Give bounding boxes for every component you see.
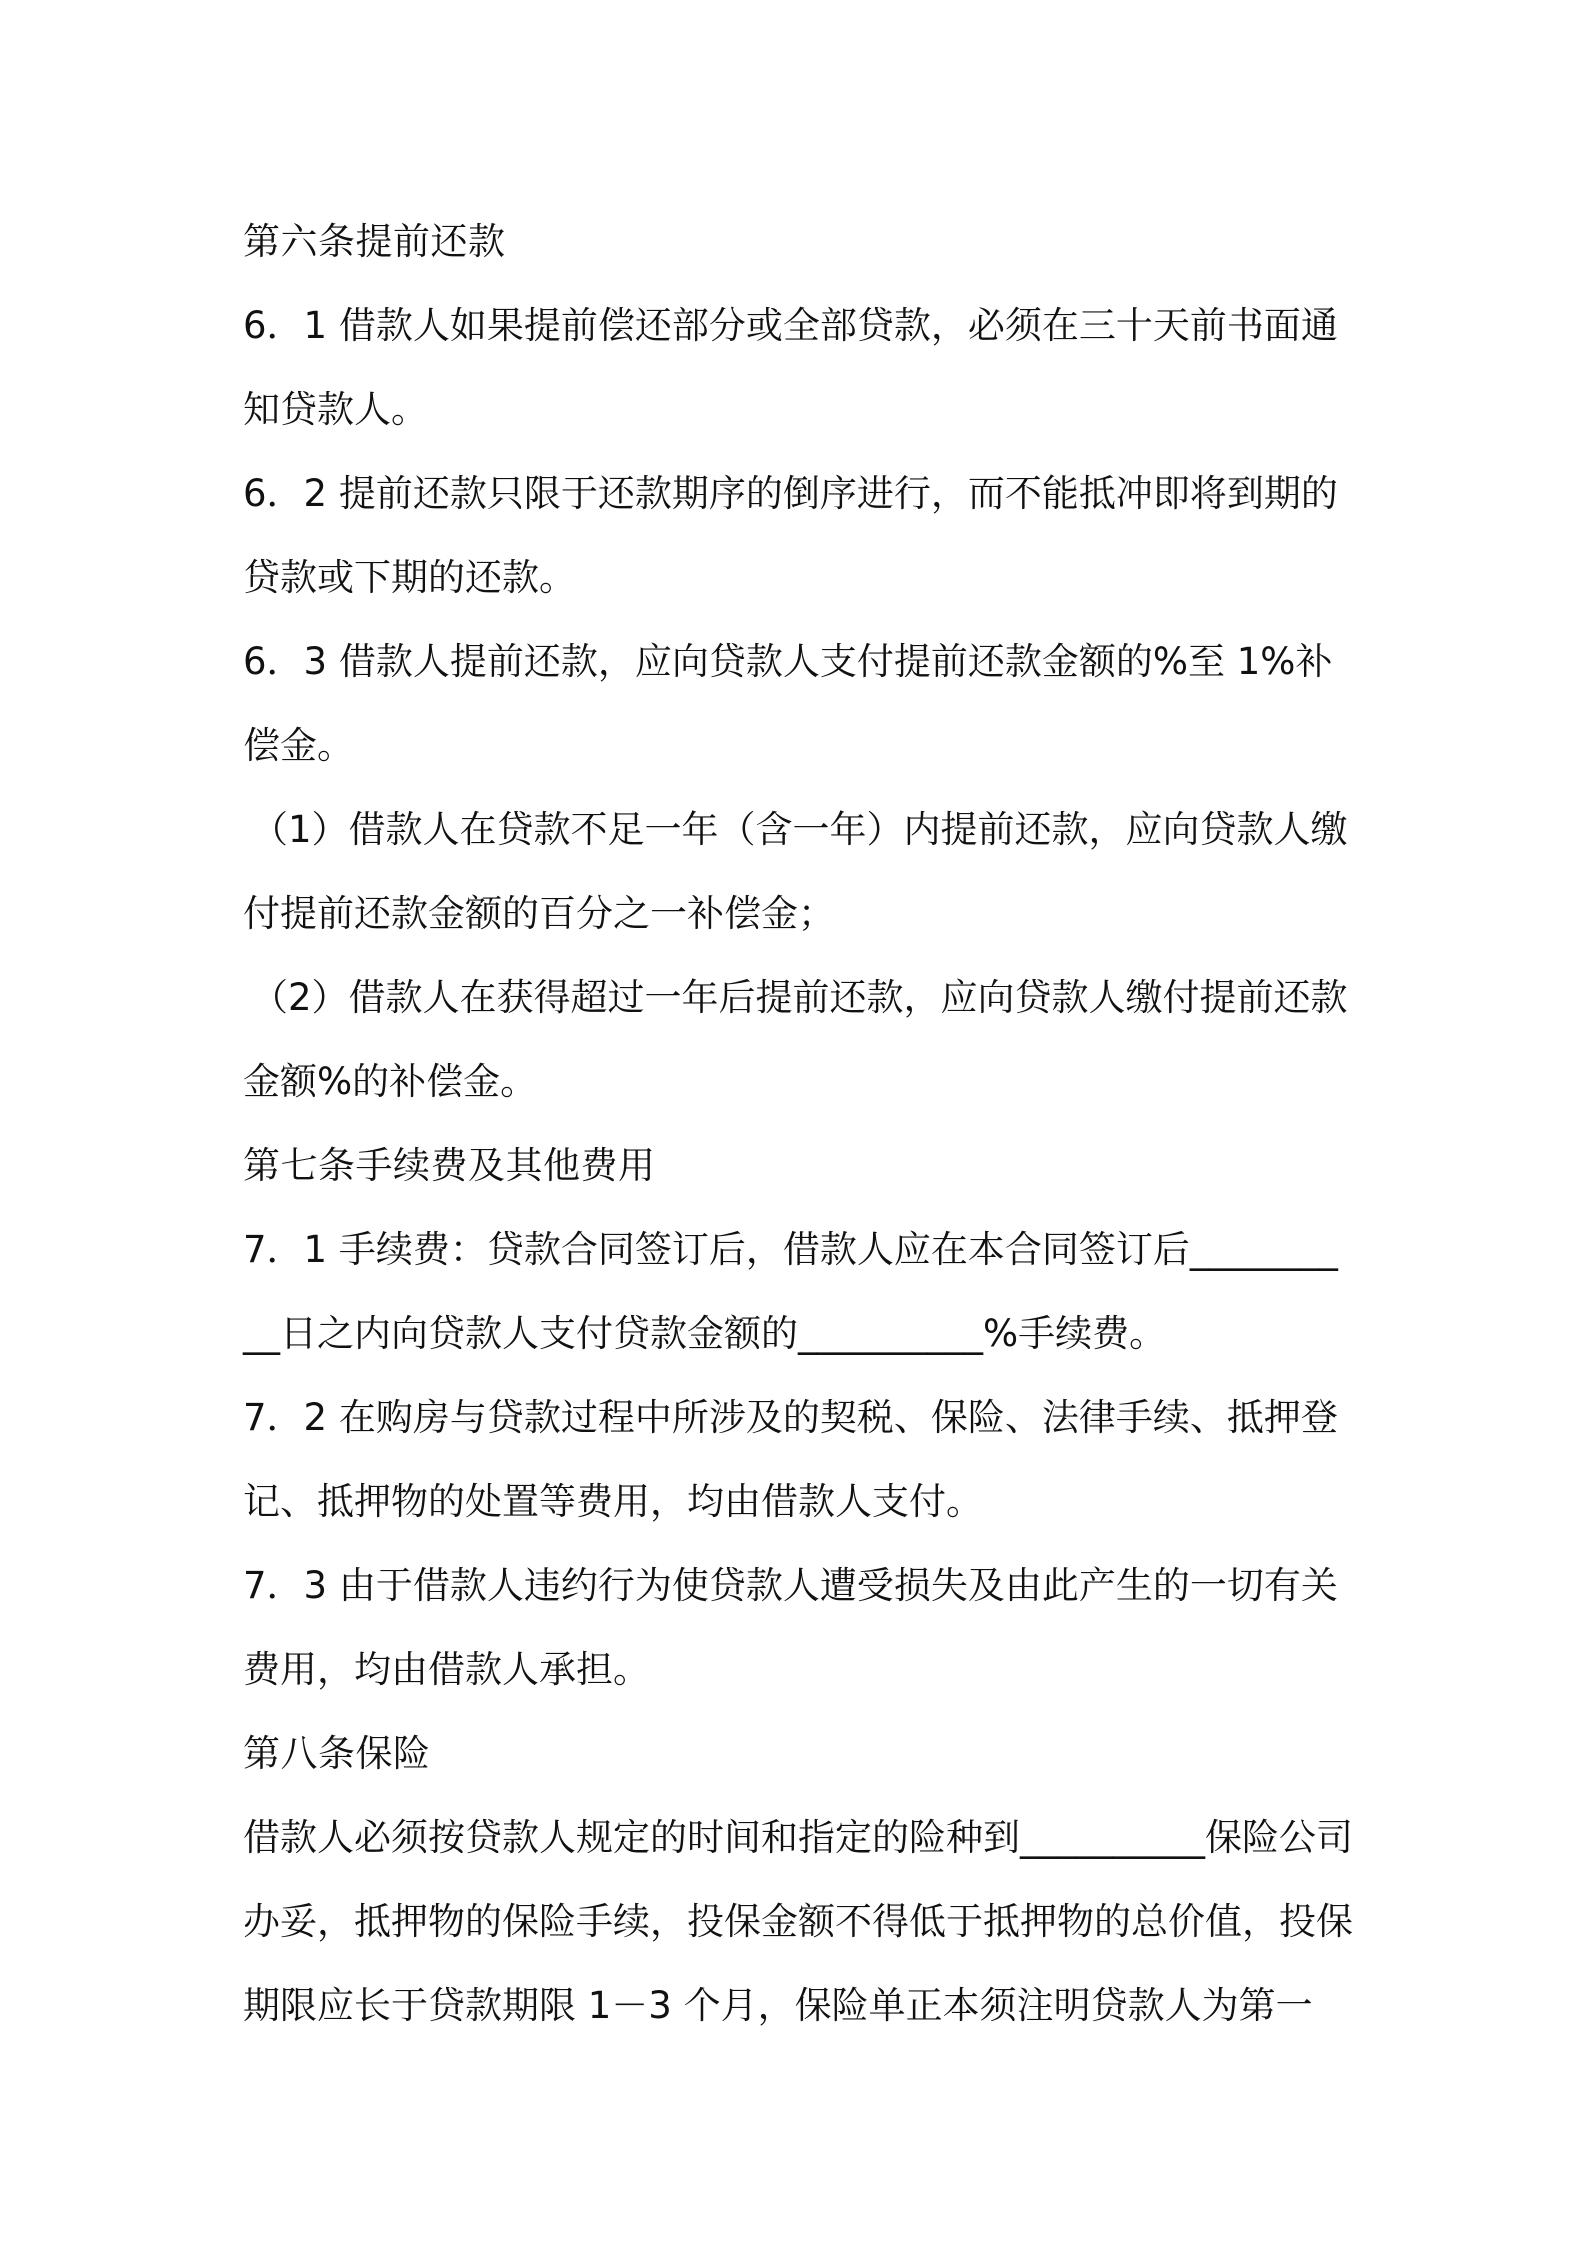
clause-7-2: 7．2 在购房与贷款过程中所涉及的契税、保险、法律手续、抵押登记、抵押物的处置等费用，均由借款人支付。 xyxy=(243,1396,1338,1523)
clause-7-1: 7．1 手续费：贷款合同签订后，借款人应在本合同签订后__________日之内向贷款人支付贷款金额的__________%手续费。 xyxy=(243,1228,1338,1355)
clause-6-2: 6．2 提前还款只限于还款期序的倒序进行，而不能抵冲即将到期的贷款或下期的还款。 xyxy=(243,472,1338,599)
section-heading-6: 第六条提前还款 xyxy=(243,220,506,263)
clause-6-3: 6．3 借款人提前还款，应向贷款人支付提前还款金额的%至 1%补偿金。 xyxy=(243,640,1333,767)
clause-8-body: 借款人必须按贷款人规定的时间和指定的险种到__________保险公司办妥，抵押物的保险手续，投保金额不得低于抵押物的总价值，投保期限应长于贷款期限 1－3 个月，保险单正本须注明贷款人为第一 xyxy=(243,1816,1353,2027)
clause-7-3: 7．3 由于借款人违约行为使贷款人遭受损失及由此产生的一切有关费用，均由借款人承担。 xyxy=(243,1564,1338,1691)
section-heading-8: 第八条保险 xyxy=(243,1732,431,1775)
clause-6-3-2: （2）借款人在获得超过一年后提前还款，应向贷款人缴付提前还款金额%的补偿金。 xyxy=(243,976,1348,1103)
section-heading-7: 第七条手续费及其他费用 xyxy=(243,1144,656,1187)
document-body xyxy=(243,200,1353,2048)
clause-6-3-1: （1）借款人在贷款不足一年（含一年）内提前还款，应向贷款人缴付提前还款金额的百分之一补偿金； xyxy=(243,808,1348,935)
clause-6-1: 6．1 借款人如果提前偿还部分或全部贷款，必须在三十天前书面通知贷款人。 xyxy=(243,304,1338,431)
